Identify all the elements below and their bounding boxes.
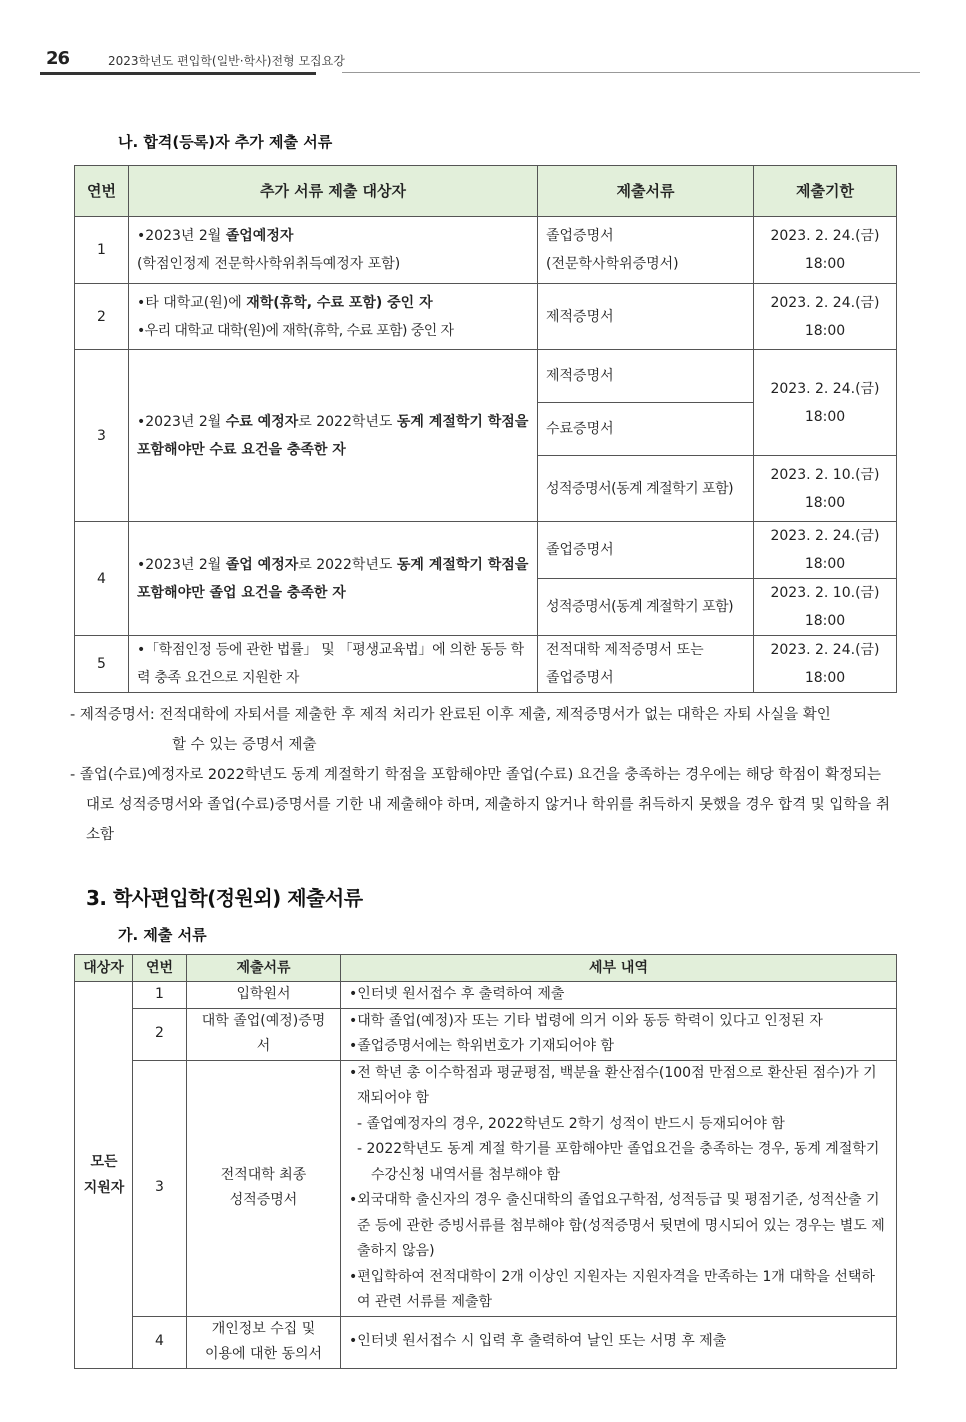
document-cell: 제적증명서 xyxy=(538,350,754,403)
deadline-date: 2023. 2. 24.(금) xyxy=(770,528,880,544)
header-rule-thin xyxy=(342,72,920,73)
deadline-time: 18:00 xyxy=(804,613,846,629)
deadline-time: 18:00 xyxy=(804,556,846,572)
col-header-no: 연번 xyxy=(133,955,187,982)
deadline-date: 2023. 2. 10.(금) xyxy=(770,585,880,601)
col-header-target: 대상자 xyxy=(75,955,133,982)
deadline-date: 2023. 2. 10.(금) xyxy=(770,466,880,483)
col-header-no: 연번 xyxy=(75,166,129,217)
table-row xyxy=(75,1060,897,1316)
col-header-documents: 제출서류 xyxy=(538,166,754,217)
row-number: 3 xyxy=(75,350,129,522)
target-text: (학점인정제 전문학사학위취득예정자 포함) xyxy=(137,256,401,272)
table-row xyxy=(75,284,897,350)
document-cell xyxy=(538,636,754,693)
col-header-documents: 제출서류 xyxy=(187,955,341,982)
detail-item: •외국대학 출신자의 경우 출신대학의 졸업요구학점, 성적등급 및 평점기준, 성적산출 기준 등에 관한 증빙서류를 첨부해야 함(성적증명서 뒷면에 명시되어 있는 경우는 별도 제출하지 않음) xyxy=(349,1192,885,1259)
deadline-cell xyxy=(754,456,897,522)
page-header xyxy=(40,46,920,76)
details-cell xyxy=(341,1008,897,1060)
target-cell xyxy=(75,982,133,1369)
deadline-cell xyxy=(754,636,897,693)
bachelor-transfer-documents-table xyxy=(74,954,897,1369)
target-cell xyxy=(129,522,538,636)
subsection-title-na: 나. 합격(등록)자 추가 제출 서류 xyxy=(118,133,333,151)
table-row xyxy=(75,982,897,1009)
table-row xyxy=(75,636,897,693)
table-row xyxy=(75,350,897,403)
additional-documents-table xyxy=(74,165,897,693)
row-number: 1 xyxy=(133,982,187,1009)
document-name-text: 개인정보 수집 및 이용에 대한 동의서 xyxy=(204,1320,323,1362)
target-cell xyxy=(129,217,538,284)
document-name-text: 전적대학 최종 성적증명서 xyxy=(220,1166,307,1208)
document-name: (전문학사학위증명서) xyxy=(546,256,679,272)
deadline-cell xyxy=(754,522,897,579)
deadline-cell xyxy=(754,579,897,636)
note-text: 할 수 있는 증명서 제출 xyxy=(172,737,317,753)
document-cell: 수료증명서 xyxy=(538,403,754,456)
detail-item: •편입학하여 전적대학이 2개 이상인 지원자는 지원자격을 만족하는 1개 대학을 선택하여 관련 서류를 제출함 xyxy=(349,1268,875,1310)
document-cell xyxy=(538,217,754,284)
target-emphasis: 수료 예정자 xyxy=(225,413,299,430)
deadline-cell xyxy=(754,350,897,456)
document-cell: 졸업증명서 xyxy=(538,522,754,579)
deadline-cell xyxy=(754,217,897,284)
target-text: 로 2022학년도 xyxy=(298,556,397,573)
detail-item: •전 학년 총 이수학점과 평균평점, 백분율 환산점수(100점 만점으로 환산된 점수)가 기재되어야 함 xyxy=(349,1064,877,1106)
table-header-row xyxy=(75,166,897,217)
col-header-deadline: 제출기한 xyxy=(754,166,897,217)
detail-item: •대학 졸업(예정)자 또는 기타 법령에 의거 이와 동등 학력이 있다고 인정된 자 xyxy=(349,1012,823,1029)
target-emphasis: 재학(휴학, 수료 포함) 중인 자 xyxy=(246,294,433,311)
document-name xyxy=(187,1060,341,1316)
target-text: •2023년 2월 xyxy=(137,228,226,244)
target-text: •2023년 2월 xyxy=(137,556,226,573)
table-row xyxy=(75,1316,897,1368)
subsection-title-ga: 가. 제출 서류 xyxy=(118,926,207,944)
document-name: 전적대학 제적증명서 또는 xyxy=(546,642,704,658)
deadline-date: 2023. 2. 24.(금) xyxy=(770,380,880,397)
target-text: 로 2022학년도 xyxy=(298,413,397,430)
deadline-time: 18:00 xyxy=(804,322,846,339)
deadline-time: 18:00 xyxy=(804,494,846,511)
row-number: 1 xyxy=(75,217,129,284)
document-name: 졸업증명서 xyxy=(546,228,614,244)
details-cell xyxy=(341,1060,897,1316)
document-cell: 성적증명서(동계 계절학기 포함) xyxy=(538,579,754,636)
note-text: - 제적증명서: 전적대학에 자퇴서를 제출한 후 제적 처리가 완료된 이후 제출, 제적증명서가 없는 대학은 자퇴 사실을 확인 xyxy=(70,707,831,723)
deadline-date: 2023. 2. 24.(금) xyxy=(770,228,880,244)
target-text: •2023년 2월 xyxy=(137,413,226,430)
deadline-cell xyxy=(754,284,897,350)
deadline-date: 2023. 2. 24.(금) xyxy=(770,294,880,311)
deadline-date: 2023. 2. 24.(금) xyxy=(770,642,880,658)
target-emphasis: 동계 계절학기 학점을 포함해야만 졸업 요건을 충족한 자 xyxy=(137,556,529,601)
details-cell: •인터넷 원서접수 후 출력하여 제출 xyxy=(341,982,897,1009)
details-cell: •인터넷 원서접수 시 입력 후 출력하여 날인 또는 서명 후 제출 xyxy=(341,1316,897,1368)
target-emphasis: 동계 계절학기 학점을 포함해야만 수료 요건을 충족한 자 xyxy=(137,413,529,458)
col-header-target: 추가 서류 제출 대상자 xyxy=(129,166,538,217)
row-number: 5 xyxy=(75,636,129,693)
target-text: •타 대학교(원)에 xyxy=(137,294,247,311)
detail-subitem: - 졸업예정자의 경우, 2022학년도 2학기 성적이 반드시 등재되어야 함 xyxy=(357,1115,785,1132)
target-cell xyxy=(129,350,538,522)
deadline-time: 18:00 xyxy=(804,256,846,272)
document-name xyxy=(187,1316,341,1368)
header-rule-thick xyxy=(40,72,316,75)
row-number: 4 xyxy=(133,1316,187,1368)
table-row xyxy=(75,1008,897,1060)
target-cell xyxy=(129,284,538,350)
row-number: 3 xyxy=(133,1060,187,1316)
col-header-details: 세부 내역 xyxy=(341,955,897,982)
detail-item: •졸업증명서에는 학위번호가 기재되어야 함 xyxy=(349,1038,615,1054)
target-cell: •「학점인정 등에 관한 법률」 및 「평생교육법」에 의한 동등 학력 충족 요건으로 지원한 자 xyxy=(129,636,538,693)
detail-subitem: - 2022학년도 동계 계절 학기를 포함해야만 졸업요건을 충족하는 경우, 동계 계절학기 수강신청 내역서를 첨부해야 함 xyxy=(357,1141,880,1183)
page-number: 26 xyxy=(46,48,70,69)
document-cell: 제적증명서 xyxy=(538,284,754,350)
document-cell: 성적증명서(동계 계절학기 포함) xyxy=(538,456,754,522)
note-expected-graduates: - 졸업(수료)예정자로 2022학년도 동계 계절학기 학점을 포함해야만 졸업(수료) 요건을 충족하는 경우에는 해당 학점이 확정되는 대로 성적증명서와 졸업(수료)증명서를 기한 내 제출해야 하며, 제출하지 않거나 학위를 취득하지 못했을 경우 합격 및 입학을 취소함 xyxy=(70,767,891,843)
deadline-time: 18:00 xyxy=(804,408,846,425)
target-emphasis: 졸업 예정자 xyxy=(225,556,299,573)
deadline-time: 18:00 xyxy=(804,670,846,686)
row-number: 4 xyxy=(75,522,129,636)
table-row xyxy=(75,522,897,579)
target-text: •우리 대학교 대학(원)에 재학(휴학, 수료 포함) 중인 자 xyxy=(137,322,454,339)
row-number: 2 xyxy=(133,1008,187,1060)
document-name: 입학원서 xyxy=(187,982,341,1009)
document-name: 졸업증명서 xyxy=(546,670,614,686)
table-row xyxy=(75,217,897,284)
target-text: 모든 지원자 xyxy=(83,1153,125,1196)
note-withdrawal-certificate xyxy=(70,700,896,760)
row-number: 2 xyxy=(75,284,129,350)
table-header-row xyxy=(75,955,897,982)
section-title-3: 3. 학사편입학(정원외) 제출서류 xyxy=(86,886,363,910)
target-emphasis: 졸업예정자 xyxy=(225,228,294,244)
document-name: 대학 졸업(예정)증명서 xyxy=(187,1008,341,1060)
document-title: 2023학년도 편입학(일반·학사)전형 모집요강 xyxy=(108,54,345,68)
